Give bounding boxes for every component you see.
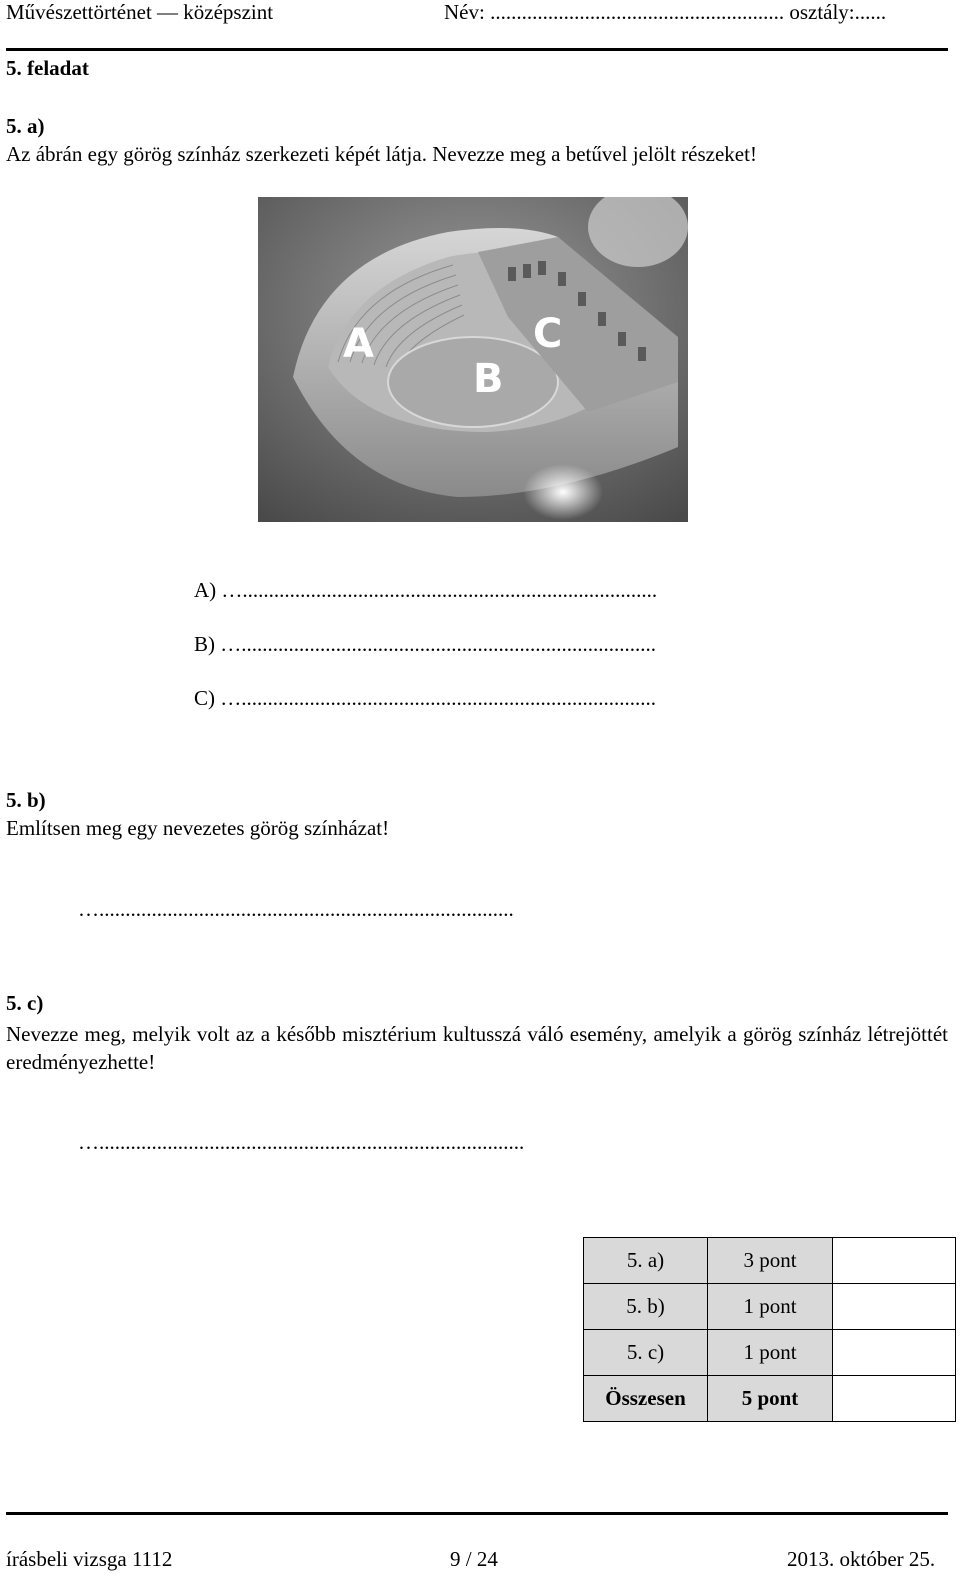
subtask-c-label: 5. c) — [6, 991, 44, 1015]
score-item: 5. a) — [584, 1238, 708, 1284]
score-points: 1 pont — [708, 1284, 833, 1330]
score-row — [584, 1238, 956, 1284]
subtask-a-question: Az ábrán egy görög színház szerkezeti képét látja. Nevezze meg a betűvel jelölt részeket! — [6, 142, 757, 166]
image-label-b: B — [473, 356, 504, 402]
score-item: 5. c) — [584, 1330, 708, 1376]
answer-line-5b[interactable]: …............................................................................... — [78, 897, 514, 921]
greek-theatre-image — [258, 197, 688, 522]
subtask-b-label: 5. b) — [6, 788, 46, 812]
subtask-c-question: Nevezze meg, melyik volt az a később misztérium kultusszá váló esemény, amelyik a görög színház létrejöttét eredményezhette! — [6, 1022, 948, 1074]
header-name-class: Név: ........................................................ osztály:...... — [444, 0, 887, 24]
score-total-points: 5 pont — [708, 1376, 833, 1422]
footer-exam-code: írásbeli vizsga 1112 — [6, 1547, 173, 1571]
score-earned-cell[interactable] — [833, 1238, 956, 1284]
footer-date: 2013. október 25. — [787, 1547, 936, 1571]
score-total-row — [584, 1376, 956, 1422]
answer-line-b[interactable]: B) …............................................................................... — [194, 632, 656, 656]
footer-divider — [6, 1512, 948, 1515]
image-label-a: A — [343, 321, 374, 367]
score-total-earned-cell[interactable] — [833, 1376, 956, 1422]
answer-line-5c[interactable]: …................................................................................. — [78, 1130, 525, 1154]
answer-line-c[interactable]: C) …............................................................................... — [194, 686, 656, 710]
task-title: 5. feladat — [6, 56, 89, 80]
image-label-c: C — [533, 311, 563, 357]
score-row — [584, 1284, 956, 1330]
score-points: 3 pont — [708, 1238, 833, 1284]
footer-page-number: 9 / 24 — [450, 1547, 498, 1571]
score-item: 5. b) — [584, 1284, 708, 1330]
score-earned-cell[interactable] — [833, 1284, 956, 1330]
score-earned-cell[interactable] — [833, 1330, 956, 1376]
header-divider — [6, 48, 948, 51]
answer-line-a[interactable]: A) …............................................................................... — [194, 578, 658, 602]
subtask-a-label: 5. a) — [6, 114, 45, 138]
subtask-b-question: Említsen meg egy nevezetes görög színházat! — [6, 816, 390, 840]
score-row — [584, 1330, 956, 1376]
score-table — [583, 1237, 956, 1422]
score-points: 1 pont — [708, 1330, 833, 1376]
score-total-label: Összesen — [584, 1376, 708, 1422]
header-subject: Művészettörténet — középszint — [6, 0, 274, 24]
